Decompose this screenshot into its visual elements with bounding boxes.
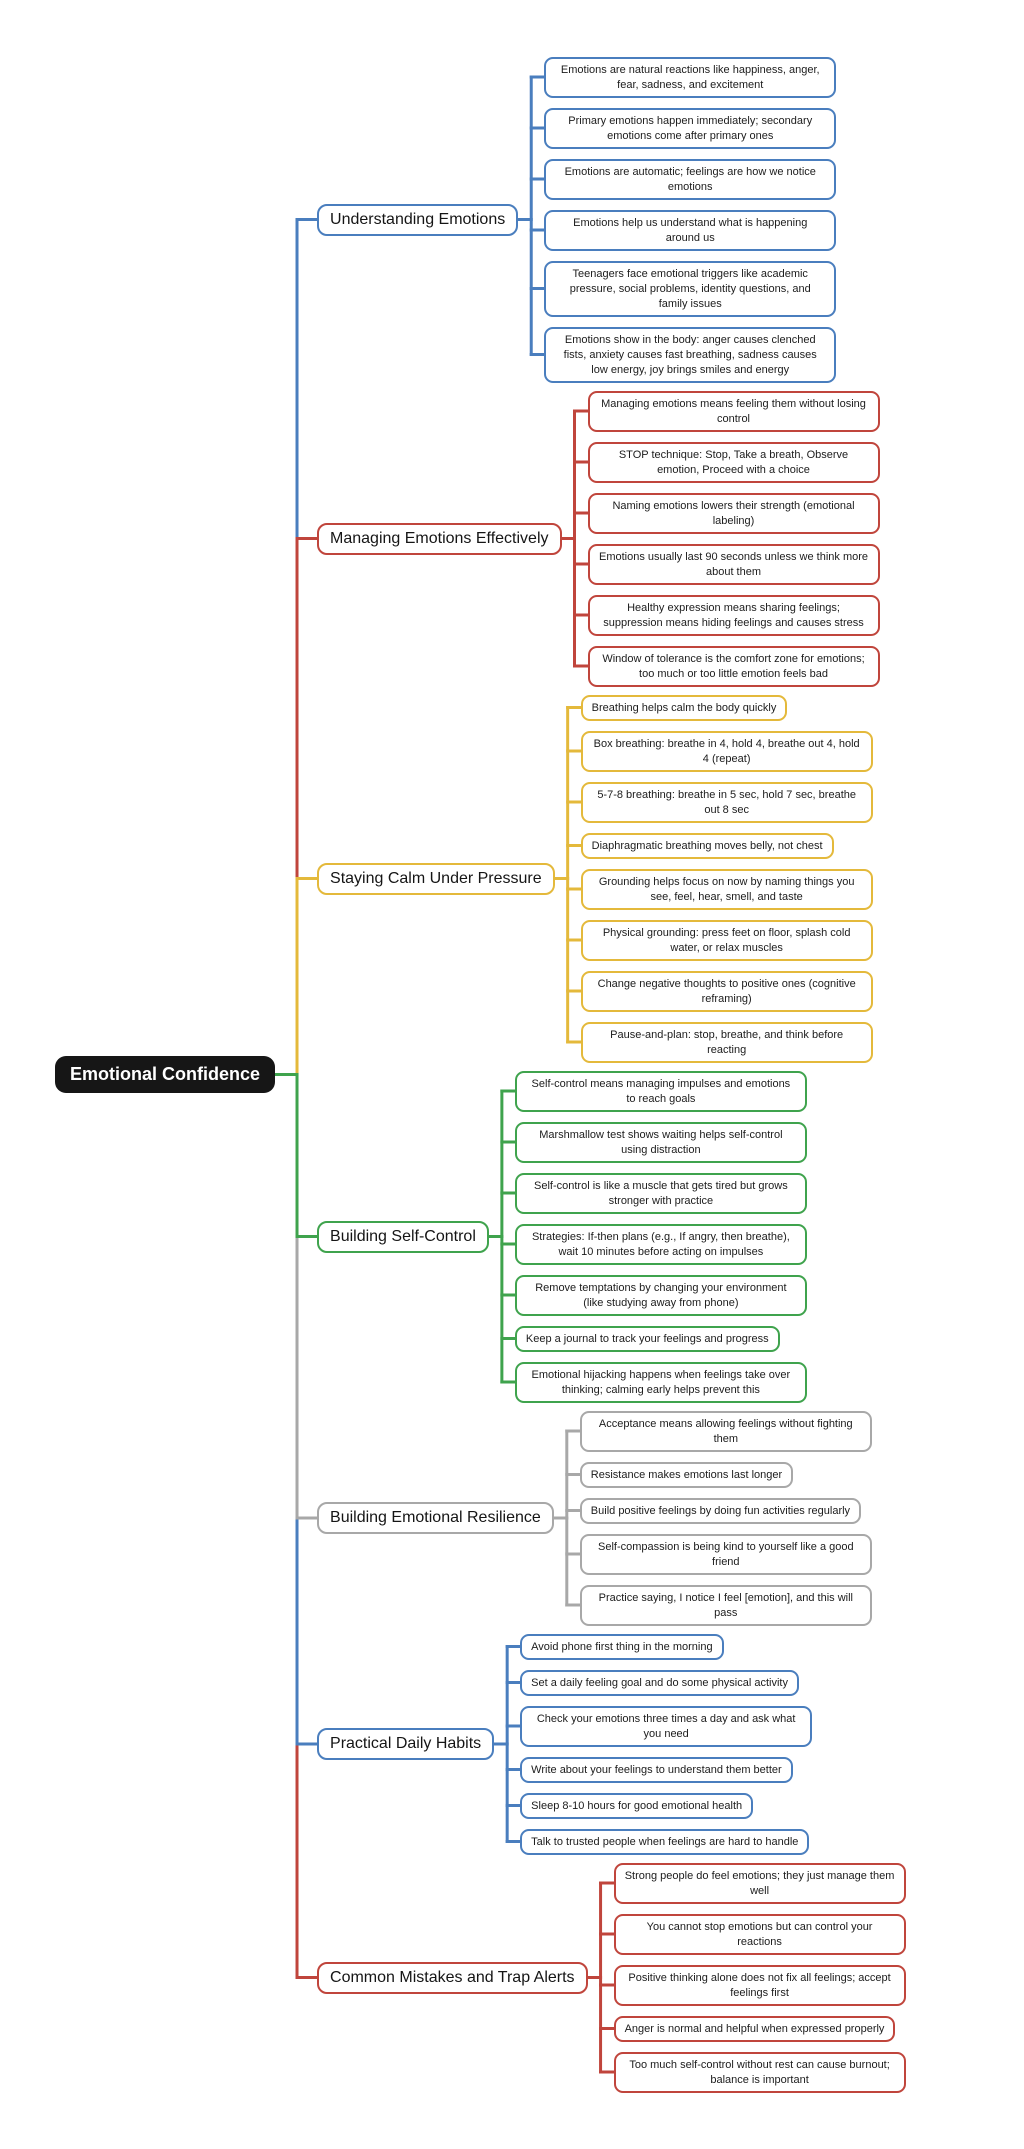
leaf-5-5: Talk to trusted people when feelings are hard to handle <box>520 1829 809 1855</box>
leaf-6-0: Strong people do feel emotions; they just manage them well <box>614 1863 906 1904</box>
branch-label-0: Understanding Emotions <box>317 204 518 236</box>
root-node: Emotional Confidence <box>55 1056 275 1093</box>
leaf-3-1: Marshmallow test shows waiting helps self-control using distraction <box>515 1122 807 1163</box>
branch-label-3: Building Self-Control <box>317 1221 489 1253</box>
branches-column <box>317 57 906 2093</box>
branch-row-3 <box>317 1071 906 1403</box>
leaf-5-3: Write about your feelings to understand them better <box>520 1757 793 1783</box>
leaf-2-2: 5-7-8 breathing: breathe in 5 sec, hold 7 sec, breathe out 8 sec <box>581 782 873 823</box>
leaves-column-5 <box>520 1634 812 1855</box>
leaf-1-3: Emotions usually last 90 seconds unless we think more about them <box>588 544 880 585</box>
branch-label-1: Managing Emotions Effectively <box>317 523 561 555</box>
leaf-1-4: Healthy expression means sharing feelings; suppression means hiding feelings and causes stress <box>588 595 880 636</box>
leaf-2-5: Physical grounding: press feet on floor, splash cold water, or relax muscles <box>581 920 873 961</box>
leaf-2-1: Box breathing: breathe in 4, hold 4, breathe out 4, hold 4 (repeat) <box>581 731 873 772</box>
leaf-6-3: Anger is normal and helpful when expressed properly <box>614 2016 896 2042</box>
leaf-4-3: Self-compassion is being kind to yourself like a good friend <box>580 1534 872 1575</box>
branch-label-2: Staying Calm Under Pressure <box>317 863 555 895</box>
leaf-3-0: Self-control means managing impulses and emotions to reach goals <box>515 1071 807 1112</box>
branch-label-5: Practical Daily Habits <box>317 1728 494 1760</box>
leaf-1-2: Naming emotions lowers their strength (emotional labeling) <box>588 493 880 534</box>
leaf-1-1: STOP technique: Stop, Take a breath, Observe emotion, Proceed with a choice <box>588 442 880 483</box>
leaf-6-2: Positive thinking alone does not fix all feelings; accept feelings first <box>614 1965 906 2006</box>
leaves-column-3 <box>515 1071 807 1403</box>
leaf-0-4: Teenagers face emotional triggers like academic pressure, social problems, identity questions, and family issues <box>544 261 836 317</box>
branch-row-2 <box>317 695 906 1063</box>
leaves-column-2 <box>581 695 873 1063</box>
leaf-0-1: Primary emotions happen immediately; secondary emotions come after primary ones <box>544 108 836 149</box>
leaf-4-0: Acceptance means allowing feelings without fighting them <box>580 1411 872 1452</box>
leaf-3-4: Remove temptations by changing your environment (like studying away from phone) <box>515 1275 807 1316</box>
leaf-3-2: Self-control is like a muscle that gets tired but grows stronger with practice <box>515 1173 807 1214</box>
leaf-2-6: Change negative thoughts to positive ones (cognitive reframing) <box>581 971 873 1012</box>
leaf-1-0: Managing emotions means feeling them without losing control <box>588 391 880 432</box>
leaf-5-2: Check your emotions three times a day and ask what you need <box>520 1706 812 1747</box>
leaf-5-1: Set a daily feeling goal and do some physical activity <box>520 1670 799 1696</box>
leaf-3-3: Strategies: If-then plans (e.g., If angry, then breathe), wait 10 minutes before acting on impulses <box>515 1224 807 1265</box>
leaf-2-0: Breathing helps calm the body quickly <box>581 695 788 721</box>
leaf-6-1: You cannot stop emotions but can control your reactions <box>614 1914 906 1955</box>
leaves-column-0 <box>544 57 836 383</box>
branch-row-1 <box>317 391 906 687</box>
leaf-3-5: Keep a journal to track your feelings and progress <box>515 1326 780 1352</box>
branch-row-6 <box>317 1863 906 2093</box>
branch-label-6: Common Mistakes and Trap Alerts <box>317 1962 588 1994</box>
leaf-4-1: Resistance makes emotions last longer <box>580 1462 793 1488</box>
branch-row-0 <box>317 57 906 383</box>
branch-label-4: Building Emotional Resilience <box>317 1502 554 1534</box>
leaf-0-5: Emotions show in the body: anger causes clenched fists, anxiety causes fast breathing, sadness causes low energy, joy brings smiles and energy <box>544 327 836 383</box>
leaf-5-4: Sleep 8-10 hours for good emotional health <box>520 1793 753 1819</box>
leaves-column-4 <box>580 1411 872 1626</box>
branch-row-5 <box>317 1634 906 1855</box>
branch-row-4 <box>317 1411 906 1626</box>
leaf-1-5: Window of tolerance is the comfort zone for emotions; too much or too little emotion feels bad <box>588 646 880 687</box>
leaf-0-2: Emotions are automatic; feelings are how we notice emotions <box>544 159 836 200</box>
leaf-3-6: Emotional hijacking happens when feelings take over thinking; calming early helps prevent this <box>515 1362 807 1403</box>
leaf-5-0: Avoid phone first thing in the morning <box>520 1634 723 1660</box>
leaves-column-6 <box>614 1863 906 2093</box>
leaves-column-1 <box>588 391 880 687</box>
leaf-6-4: Too much self-control without rest can cause burnout; balance is important <box>614 2052 906 2093</box>
leaf-4-4: Practice saying, I notice I feel [emotion], and this will pass <box>580 1585 872 1626</box>
leaf-2-7: Pause-and-plan: stop, breathe, and think before reacting <box>581 1022 873 1063</box>
leaf-0-3: Emotions help us understand what is happening around us <box>544 210 836 251</box>
leaf-4-2: Build positive feelings by doing fun activities regularly <box>580 1498 861 1524</box>
leaf-0-0: Emotions are natural reactions like happiness, anger, fear, sadness, and excitement <box>544 57 836 98</box>
leaf-2-3: Diaphragmatic breathing moves belly, not chest <box>581 833 834 859</box>
leaf-2-4: Grounding helps focus on now by naming things you see, feel, hear, smell, and taste <box>581 869 873 910</box>
